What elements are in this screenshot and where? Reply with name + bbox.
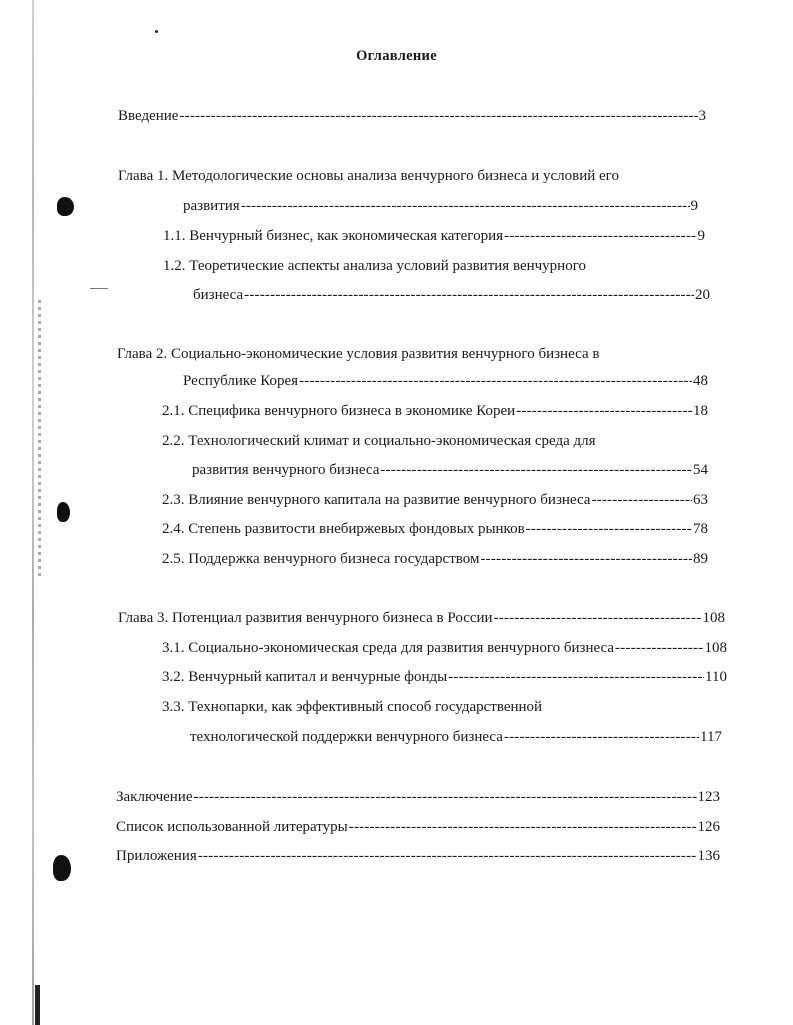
toc-leader-dots xyxy=(299,371,692,391)
toc-entry-3-3-title: 3.3. Технопарки, как эффективный способ государственной xyxy=(162,699,543,715)
toc-leader-dots xyxy=(194,787,697,807)
toc-page-number: 78 xyxy=(693,521,708,537)
toc-page-number: 136 xyxy=(697,848,720,864)
toc-leader-dots xyxy=(244,285,694,305)
toc-entry-intro[interactable] xyxy=(118,106,706,126)
ink-blot xyxy=(57,197,74,216)
scan-edge-artifact xyxy=(38,300,41,580)
scan-edge-artifact xyxy=(32,0,34,1025)
toc-leader-dots xyxy=(179,106,697,126)
ink-blot xyxy=(53,855,71,881)
toc-leader-dots xyxy=(516,401,692,421)
toc-leader-dots xyxy=(615,638,703,658)
toc-page-number: 18 xyxy=(693,403,708,419)
toc-chapter2-title: Глава 2. Социально-экономические условия развития венчурного бизнеса в xyxy=(117,346,600,362)
ink-blot xyxy=(57,502,70,522)
toc-entry-references[interactable] xyxy=(116,817,720,837)
toc-page-number: 108 xyxy=(704,640,727,656)
toc-entry-text: 2.5. Поддержка венчурного бизнеса государством xyxy=(162,551,480,567)
toc-page-number: 54 xyxy=(693,462,708,478)
toc-entry-text: Республике Корея xyxy=(183,373,299,389)
toc-entry-text: Глава 3. Потенциал развития венчурного бизнеса в России xyxy=(118,610,493,626)
toc-entry-1-2-title: 1.2. Теоретические аспекты анализа условий развития венчурного xyxy=(163,258,586,274)
toc-entry-3-3[interactable] xyxy=(190,727,722,747)
toc-page-number: 20 xyxy=(695,287,710,303)
toc-entry-text: развития xyxy=(183,198,240,214)
toc-leader-dots xyxy=(526,519,692,539)
toc-entry-text: Приложения xyxy=(116,848,197,864)
toc-page-number: 89 xyxy=(693,551,708,567)
toc-entry-2-1[interactable] xyxy=(162,401,708,421)
toc-entry-2-3[interactable] xyxy=(162,490,708,510)
toc-entry-text: технологической поддержки венчурного бизнеса xyxy=(190,729,503,745)
page-title: Оглавление xyxy=(356,48,437,64)
toc-chapter1-title: Глава 1. Методологические основы анализа венчурного бизнеса и условий его xyxy=(118,168,619,184)
toc-entry-text: бизнеса xyxy=(193,287,244,303)
toc-leader-dots xyxy=(504,226,697,246)
toc-page-number: 48 xyxy=(693,373,708,389)
toc-page-number: 108 xyxy=(702,610,725,626)
toc-entry-chapter1[interactable] xyxy=(183,196,698,216)
toc-page-number: 63 xyxy=(693,492,708,508)
toc-entry-chapter3[interactable] xyxy=(118,608,725,628)
toc-entry-conclusion[interactable] xyxy=(116,787,720,807)
toc-leader-dots xyxy=(448,667,704,687)
toc-entry-text: 3.2. Венчурный капитал и венчурные фонды xyxy=(162,669,448,685)
toc-page-number: 117 xyxy=(700,729,722,745)
toc-page-number: 110 xyxy=(705,669,727,685)
toc-leader-dots xyxy=(349,817,697,837)
toc-entry-text: 3.1. Социально-экономическая среда для развития венчурного бизнеса xyxy=(162,640,615,656)
toc-leader-dots xyxy=(591,490,692,510)
toc-entry-text: Заключение xyxy=(116,789,193,805)
toc-page-number: 123 xyxy=(697,789,720,805)
toc-leader-dots xyxy=(198,846,697,866)
toc-entry-2-4[interactable] xyxy=(162,519,708,539)
toc-page-number: 9 xyxy=(690,198,698,214)
toc-entry-chapter2[interactable] xyxy=(183,371,708,391)
scan-speck xyxy=(90,288,108,289)
toc-leader-dots xyxy=(494,608,702,628)
toc-entry-2-2-title: 2.2. Технологический климат и социально-экономическая среда для xyxy=(162,433,596,449)
toc-page-number: 126 xyxy=(697,819,720,835)
toc-leader-dots xyxy=(380,460,692,480)
toc-entry-text: Введение xyxy=(118,108,179,124)
scan-speck xyxy=(155,30,158,33)
toc-entry-3-1[interactable] xyxy=(162,638,727,658)
toc-entry-2-2[interactable] xyxy=(192,460,708,480)
toc-leader-dots xyxy=(241,196,690,216)
toc-page-number: 3 xyxy=(698,108,706,124)
toc-entry-text: 2.4. Степень развитости внебиржевых фондовых рынков xyxy=(162,521,525,537)
toc-entry-appendix[interactable] xyxy=(116,846,720,866)
scan-speck xyxy=(35,985,40,1025)
toc-entry-3-2[interactable] xyxy=(162,667,727,687)
toc-page-number: 9 xyxy=(697,228,705,244)
toc-leader-dots xyxy=(504,727,699,747)
toc-entry-text: 2.3. Влияние венчурного капитала на развитие венчурного бизнеса xyxy=(162,492,591,508)
toc-entry-text: 1.1. Венчурный бизнес, как экономическая категория xyxy=(163,228,503,244)
toc-leader-dots xyxy=(480,549,692,569)
toc-entry-1-1[interactable] xyxy=(163,226,705,246)
toc-entry-text: развития венчурного бизнеса xyxy=(192,462,380,478)
toc-entry-1-2[interactable] xyxy=(193,285,710,305)
toc-entry-text: 2.1. Специфика венчурного бизнеса в экономике Кореи xyxy=(162,403,516,419)
toc-entry-text: Список использованной литературы xyxy=(116,819,348,835)
toc-entry-2-5[interactable] xyxy=(162,549,708,569)
